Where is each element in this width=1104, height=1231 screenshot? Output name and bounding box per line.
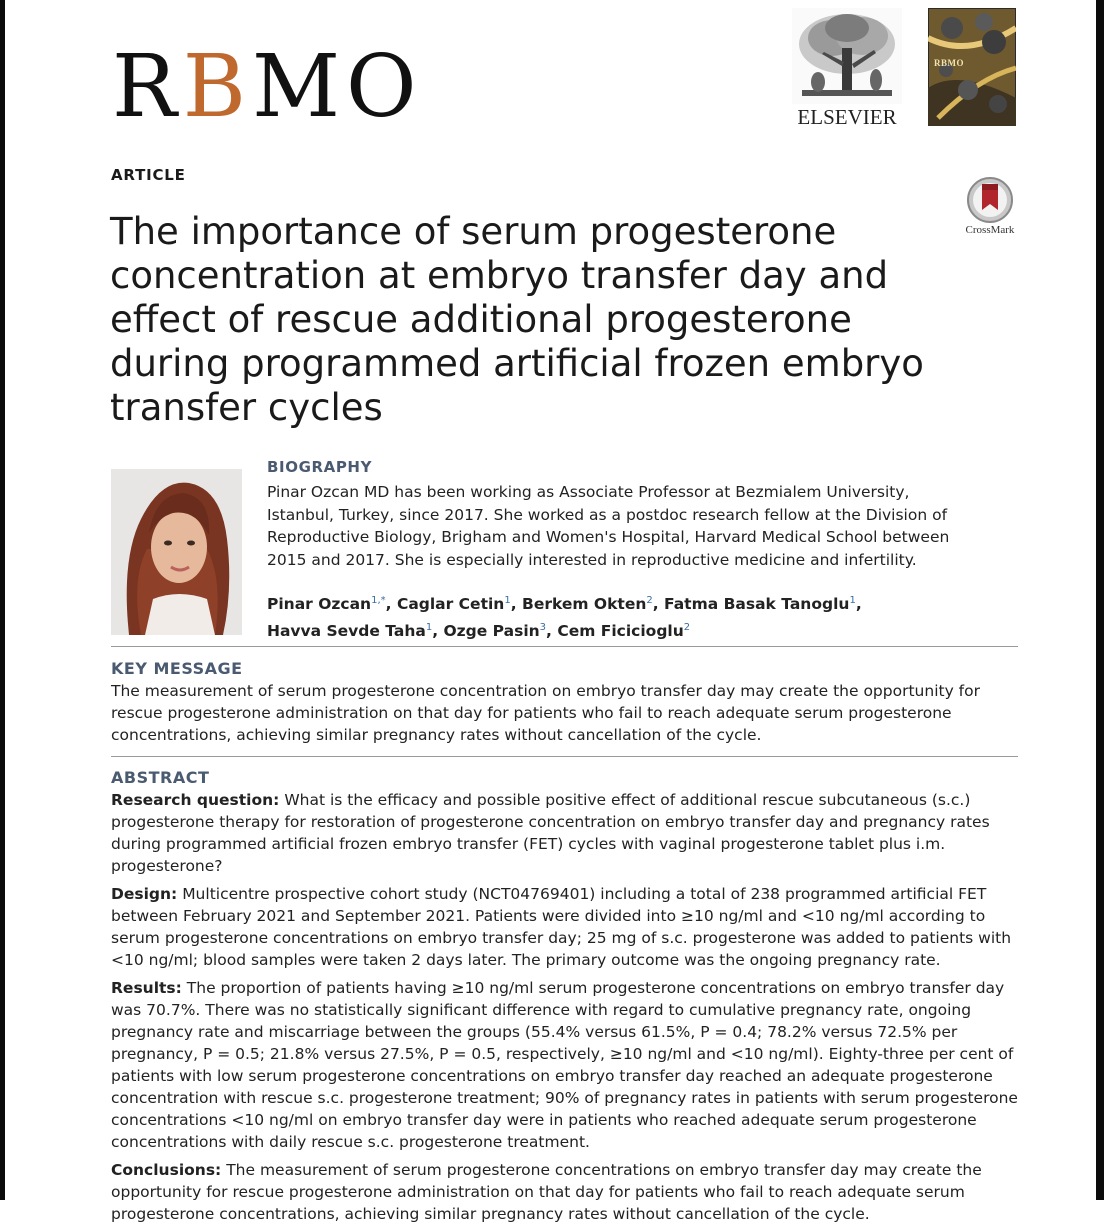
biography-text: Pinar Ozcan MD has been working as Associate Professor at Bezmialem University, Istanbul, Turkey, since 2017. She worked as a postdoc research fellow at the Division of Reproductive Biology, Brigham and Women's Hospital, Harvard Medical School between 2015 and 2017. She is especially interested in reproductive medicine and infertility. [267,483,950,569]
biography-heading: BIOGRAPHY [267,458,373,476]
logo-letters-mo: MO [251,37,423,137]
abstract-conclusions: Conclusions: The measurement of serum progesterone concentrations on embryo transfer day may create the opportunity for rescue progesterone administration on that day for patients who fail to reach adequate serum progesterone concentrations, achieving similar pregnancy rates without cancellation of the cycle. [111,1161,982,1223]
elsevier-logo [792,8,902,130]
key-message-text: The measurement of serum progesterone concentration on embryo transfer day may create the opportunity for rescue progesterone administration on that day for patients who fail to reach adequate serum progesterone concentrations, achieving similar pregnancy rates without cancellation of the cycle. [111,682,980,744]
article-type-label: ARTICLE [111,166,186,184]
cover-journal-label: RBMO [934,58,964,68]
divider [111,756,1018,757]
abstract-heading: ABSTRACT [111,768,210,787]
journal-logo [112,37,423,137]
author-list [267,589,987,643]
author-item[interactable]: Ozge Pasin$^3$, [443,622,558,641]
abstract-design: Design: Multicentre prospective cohort study (NCT04769401) including a total of 238 programmed artificial FET between February 2021 and September 2021. Patients were divided into ≥10 ng/ml and <10 ng/ml according to serum progesterone concentrations on embryo transfer day; 25 mg of s.c. progesterone was added to patients with <10 ng/ml; blood samples were taken 2 days later. The primary outcome was the ongoing pregnancy rate. [111,885,1012,969]
author-item[interactable]: Fatma Basak Tanoglu$^1$, [664,595,862,614]
crossmark-label: CrossMark [965,224,1015,236]
elsevier-tree-icon [792,8,902,104]
author-item[interactable]: Berkem Okten$^2$, [522,595,665,614]
author-item[interactable]: Pinar Ozcan$^{1,*}$, [267,595,397,614]
left-border [0,0,5,1200]
article-title: The importance of serum progesterone concentration at embryo transfer day and effect of rescue additional progesterone during programmed artificial frozen embryo transfer cycles [110,210,924,429]
author-photo [111,469,242,635]
journal-cover-image [928,8,1016,126]
abstract-research-question: Research question: What is the efficacy and possible positive effect of additional rescue subcutaneous (s.c.) progesterone therapy for restoration of progesterone concentration on embryo transfer day and pregnancy rates during programmed artificial frozen embryo transfer (FET) cycles with vaginal progesterone tablet plus i.m. progesterone? [111,791,990,875]
crossmark-badge[interactable] [962,176,1018,238]
logo-letter-r: R [112,37,183,137]
author-item[interactable]: Havva Sevde Taha$^1$, [267,622,444,641]
author-item[interactable]: Cem Ficicioglu$^2$ [557,622,691,641]
abstract-body [111,789,1021,1231]
author-portrait-icon [111,469,242,635]
divider [111,646,1018,647]
crossmark-icon [962,176,1018,224]
elsevier-wordmark: ELSEVIER [797,105,897,129]
author-item[interactable]: Caglar Cetin$^1$, [396,595,522,614]
key-message-heading: KEY MESSAGE [111,659,243,678]
right-border [1096,0,1104,1200]
logo-letter-b: B [182,37,252,137]
abstract-results: Results: The proportion of patients having ≥10 ng/ml serum progesterone concentrations on embryo transfer day was 70.7%. There was no statistically significant difference with regard to cumulative pregnancy rate, ongoing pregnancy rate and miscarriage between the groups (55.4% versus 61.5%, P = 0.4; 78.2% versus 72.5% per pregnancy, P = 0.5; 21.8% versus 27.5%, P = 0.5, respectively, ≥10 ng/ml and <10 ng/ml). Eighty-three per cent of patients with low serum progesterone concentrations on embryo transfer day reached an adequate progesterone concentration with rescue s.c. progesterone treatment; 90% of pregnancy rates in patients with serum progesterone concentrations <10 ng/ml on embryo transfer day were in patients who reached adequate serum progesterone concentrations with daily rescue s.c. progesterone treatment. [111,979,1018,1151]
